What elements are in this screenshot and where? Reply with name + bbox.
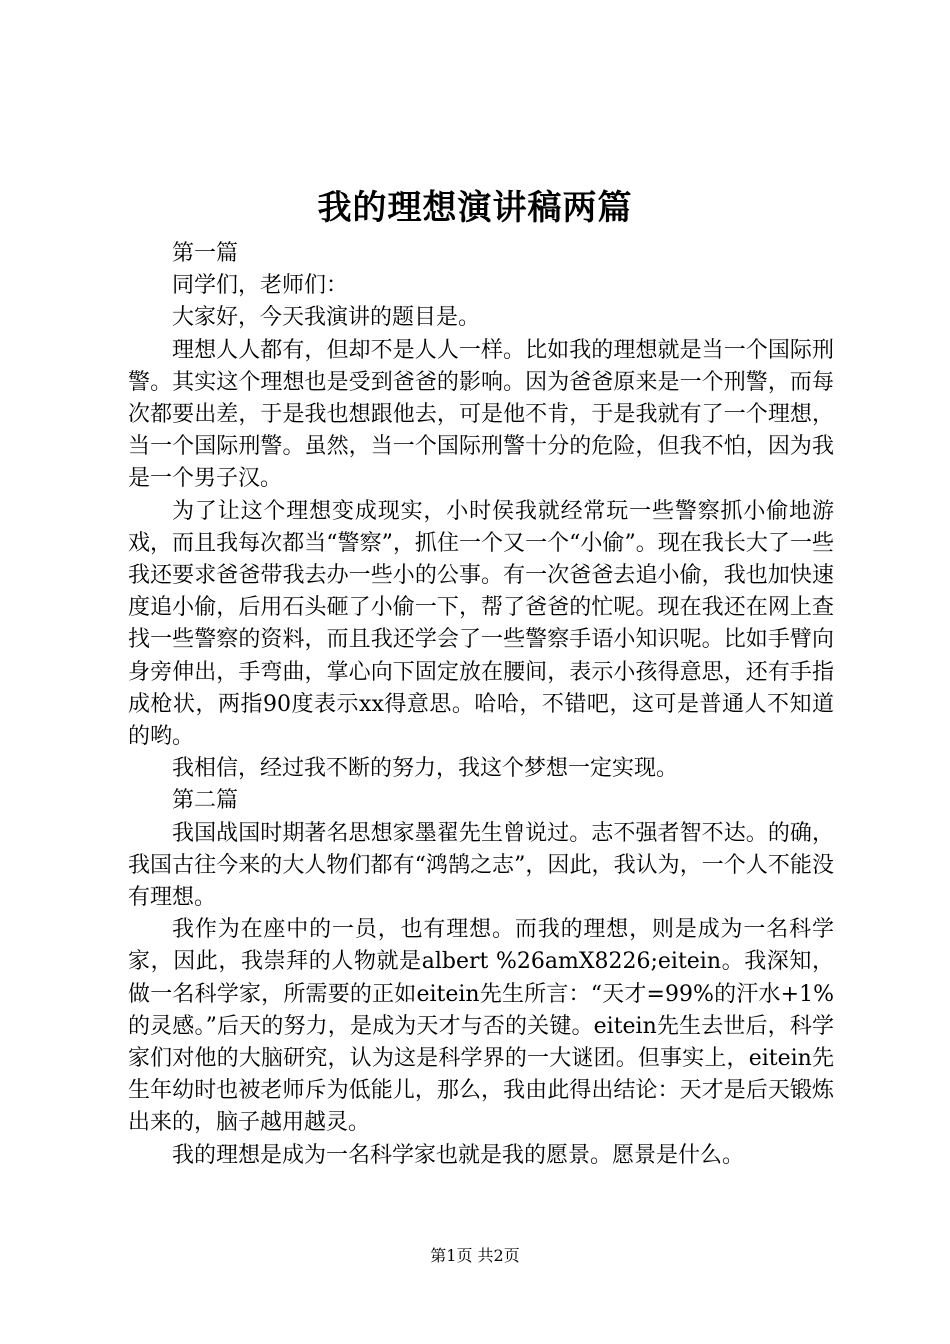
paragraph: 为了让这个理想变成现实，小时侯我就经常玩一些警察抓小偷地游戏，而且我每次都当“警察”，抓住一个又一个“小偷”。现在我长大了一些我还要求爸爸带我去办一些小的公事。有一次爸爸去追小偷，我也加快速度追小偷，后用石头砸了小偷一下，帮了爸爸的忙呢。现在我还在网上查找一些警察的资料，而且我还学会了一些警察手语小知识呢。比如手臂向身旁伸出，手弯曲，掌心向下固定放在腰间，表示小孩得意思，还有手指成枪状，两指90度表示xx得意思。哈哈，不错吧，这可是普通人不知道的哟。 [128,498,834,750]
paragraph: 第一篇 [172,241,239,266]
page-footer: 第1页 共2页 [430,1246,520,1265]
paragraph: 我的理想是成为一名科学家也就是我的愿景。愿景是什么。 [172,1142,745,1168]
paragraph: 理想人人都有，但却不是人人一样。比如我的理想就是当一个国际刑警。其实这个理想也是受到爸爸的影响。因为爸爸原来是一个刑警，而每次都要出差，于是我也想跟他去，可是他不肯，于是我就有了一个理想，当一个国际刑警。虽然，当一个国际刑警十分的危险，但我不怕，因为我是一个男子汉。 [128,337,834,492]
paragraph: 我作为在座中的一员，也有理想。而我的理想，则是成为一名科学家，因此，我崇拜的人物就是albert %26amX8226;eitein。我深知，做一名科学家，所需要的正如eitein先生所言：“天才=99%的汗水+1%的灵感。”后天的努力，是成为天才与否的关键。eitein先生去世后，科学家们对他的大脑研究，认为这是科学界的一大谜团。但事实上，eitein先生年幼时也被老师斥为低能儿，那么，我由此得出结论：天才是后天锻炼出来的，脑子越用越灵。 [128,917,834,1136]
paragraph: 我相信，经过我不断的努力，我这个梦想一定实现。 [172,756,679,782]
document-title: 我的理想演讲稿两篇 [317,188,633,228]
paragraph: 大家好，今天我演讲的题目是。 [172,305,481,331]
paragraph: 第二篇 [172,788,239,814]
document-body [128,238,834,1172]
paragraph: 我国战国时期著名思想家墨翟先生曾说过。志不强者智不达。的确，我国古往今来的大人物们都有“鸿鹄之志”，因此，我认为，一个人不能没有理想。 [128,820,834,911]
paragraph: 同学们，老师们： [172,273,349,299]
